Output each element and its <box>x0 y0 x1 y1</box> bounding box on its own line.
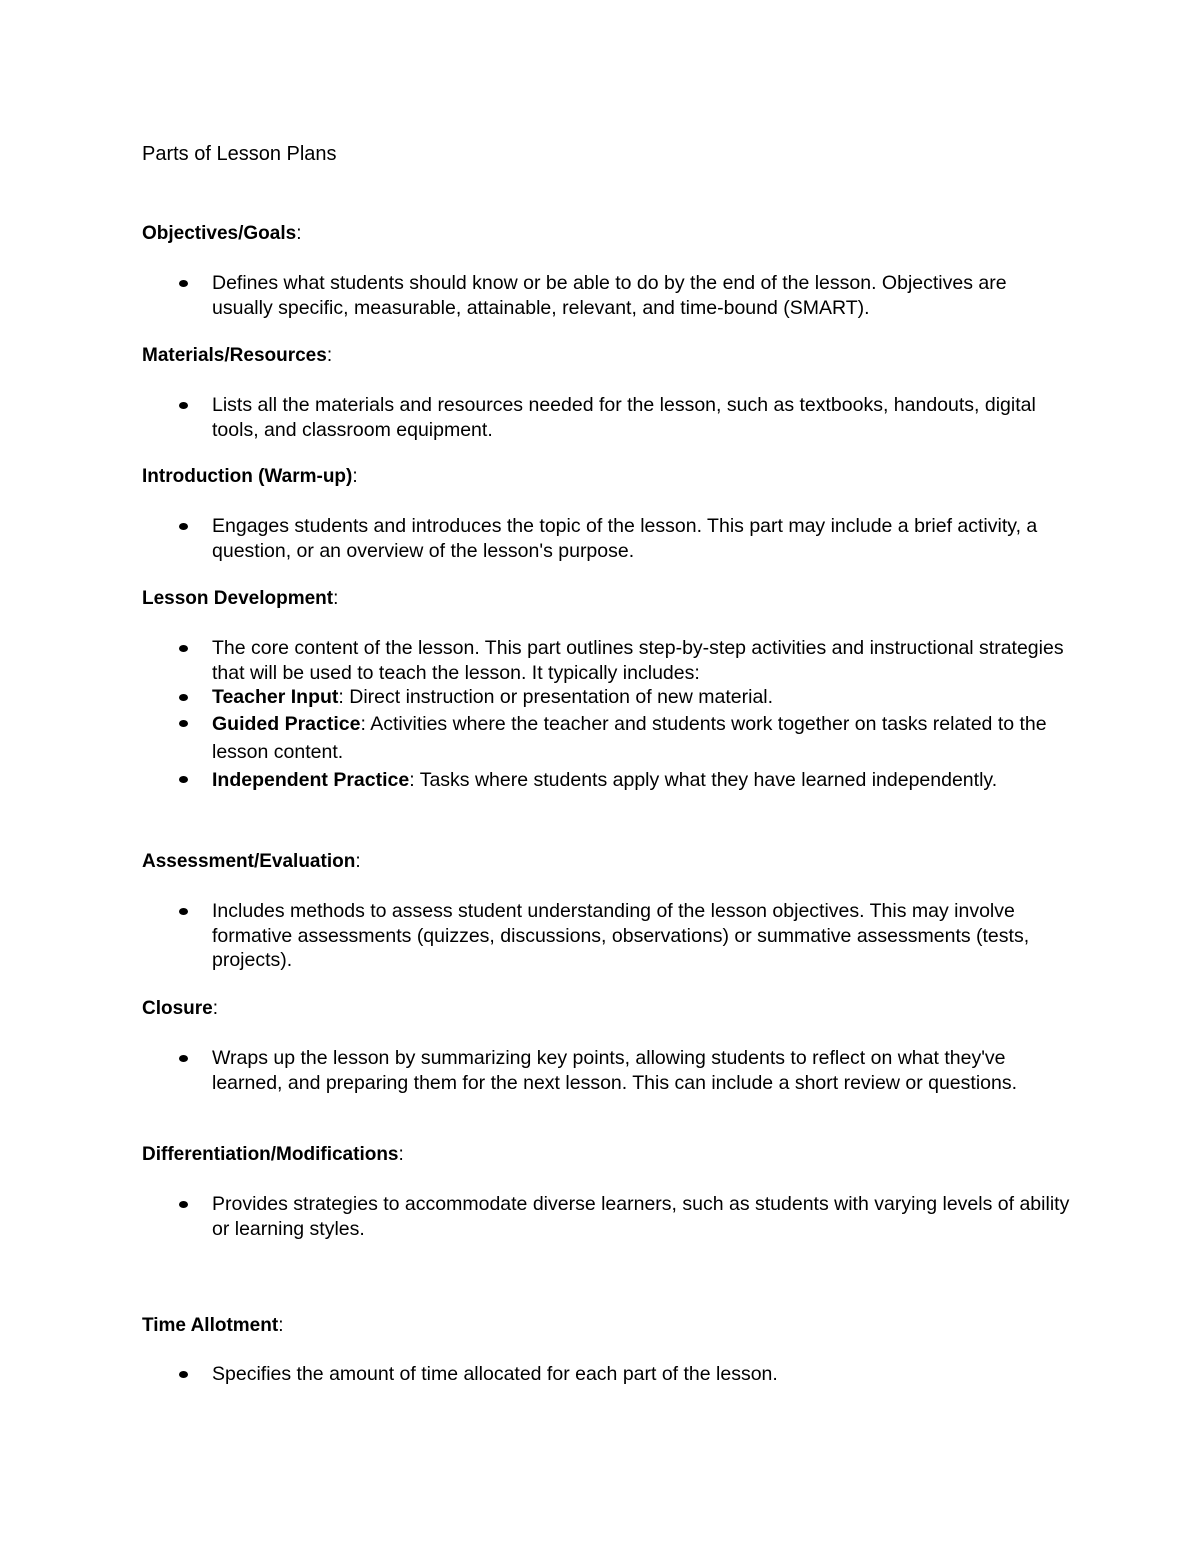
list-item-text: Defines what students should know or be able to do by the end of the lesson. Objectives are usually specific, measurable, attainable, relevant, and time-bound (SMART). <box>212 272 1007 319</box>
section-heading-label: Differentiation/Modifications <box>142 1144 399 1165</box>
section-heading-assessment: Assessment/Evaluation: <box>142 851 361 872</box>
list-item-term: Teacher Input <box>212 686 339 708</box>
section-heading-label: Introduction (Warm-up) <box>142 466 353 487</box>
section-heading-time-allotment: Time Allotment: <box>142 1315 284 1336</box>
bullet-list-objectives <box>142 271 1072 320</box>
list-item: Independent Practice: Tasks where students apply what they have learned independently. <box>142 766 1072 794</box>
list-item-text: Engages students and introduces the topic of the lesson. This part may include a brief activity, a question, or an overview of the lesson's purpose. <box>212 515 1038 562</box>
section-heading-closure: Closure: <box>142 998 219 1019</box>
section-heading-label: Time Allotment <box>142 1315 279 1336</box>
bullet-icon <box>179 402 188 409</box>
bullet-icon <box>179 776 188 783</box>
bullet-icon <box>179 1055 188 1062</box>
bullet-list-time-allotment <box>142 1362 1072 1387</box>
list-item-text: Lists all the materials and resources needed for the lesson, such as textbooks, handouts, digital tools, and classroom equipment. <box>212 394 1036 441</box>
section-heading-label: Lesson Development <box>142 588 334 609</box>
list-item <box>142 271 1072 320</box>
section-heading-differentiation: Differentiation/Modifications: <box>142 1144 404 1165</box>
list-item <box>142 1046 1072 1095</box>
bullet-list-lesson-development <box>142 636 1072 794</box>
section-heading-label: Assessment/Evaluation <box>142 851 356 872</box>
list-item-text: Wraps up the lesson by summarizing key points, allowing students to reflect on what they've learned, and preparing them for the next lesson. This can include a short review or questions. <box>212 1047 1018 1094</box>
list-item <box>142 514 1072 563</box>
section-heading-introduction: Introduction (Warm-up): <box>142 466 358 487</box>
list-item: Guided Practice: Activities where the teacher and students work together on tasks related to the lesson content. <box>142 710 1072 766</box>
bullet-icon <box>179 694 188 701</box>
bullet-list-closure <box>142 1046 1072 1095</box>
list-item <box>142 899 1072 973</box>
list-item-text: Specifies the amount of time allocated for each part of the lesson. <box>212 1363 778 1385</box>
list-item-text: Tasks where students apply what they have learned independently. <box>419 768 998 791</box>
list-item <box>142 393 1072 442</box>
list-item-text: Includes methods to assess student understanding of the lesson objectives. This may involve formative assessments (quizzes, discussions, observations) or summative assessments (tests, projects). <box>212 900 1030 971</box>
list-item-text: The core content of the lesson. This part outlines step-by-step activities and instructional strategies that will be used to teach the lesson. It typically includes: <box>212 637 1064 684</box>
list-item <box>142 1192 1072 1241</box>
bullet-icon <box>179 280 188 287</box>
list-item <box>142 636 1072 685</box>
bullet-list-differentiation <box>142 1192 1072 1241</box>
list-item-text: Provides strategies to accommodate diverse learners, such as students with varying levels of ability or learning styles. <box>212 1193 1070 1240</box>
bullet-icon <box>179 523 188 530</box>
list-item-text: Activities where the teacher and students work together on tasks related to the lesson content. <box>212 712 1047 763</box>
list-item-term: Independent Practice <box>212 768 410 791</box>
bullet-icon <box>179 1371 188 1378</box>
page-title: Parts of Lesson Plans <box>142 143 337 165</box>
section-heading-lesson-development: Lesson Development: <box>142 588 339 609</box>
section-heading-materials: Materials/Resources: <box>142 345 333 366</box>
bullet-list-introduction <box>142 514 1072 563</box>
section-heading-label: Closure <box>142 998 213 1019</box>
bullet-icon <box>179 908 188 915</box>
bullet-list-assessment <box>142 899 1072 973</box>
section-heading-label: Objectives/Goals <box>142 223 297 244</box>
list-item-term: Guided Practice <box>212 712 361 735</box>
list-item-text: Direct instruction or presentation of new material. <box>349 686 774 708</box>
bullet-icon <box>179 1201 188 1208</box>
bullet-list-materials <box>142 393 1072 442</box>
bullet-icon <box>179 720 188 727</box>
section-heading-label: Materials/Resources <box>142 345 327 366</box>
list-item <box>142 1362 1072 1387</box>
section-heading-objectives: Objectives/Goals: <box>142 223 302 244</box>
bullet-icon <box>179 645 188 652</box>
list-item: Teacher Input: Direct instruction or presentation of new material. <box>142 685 1072 710</box>
